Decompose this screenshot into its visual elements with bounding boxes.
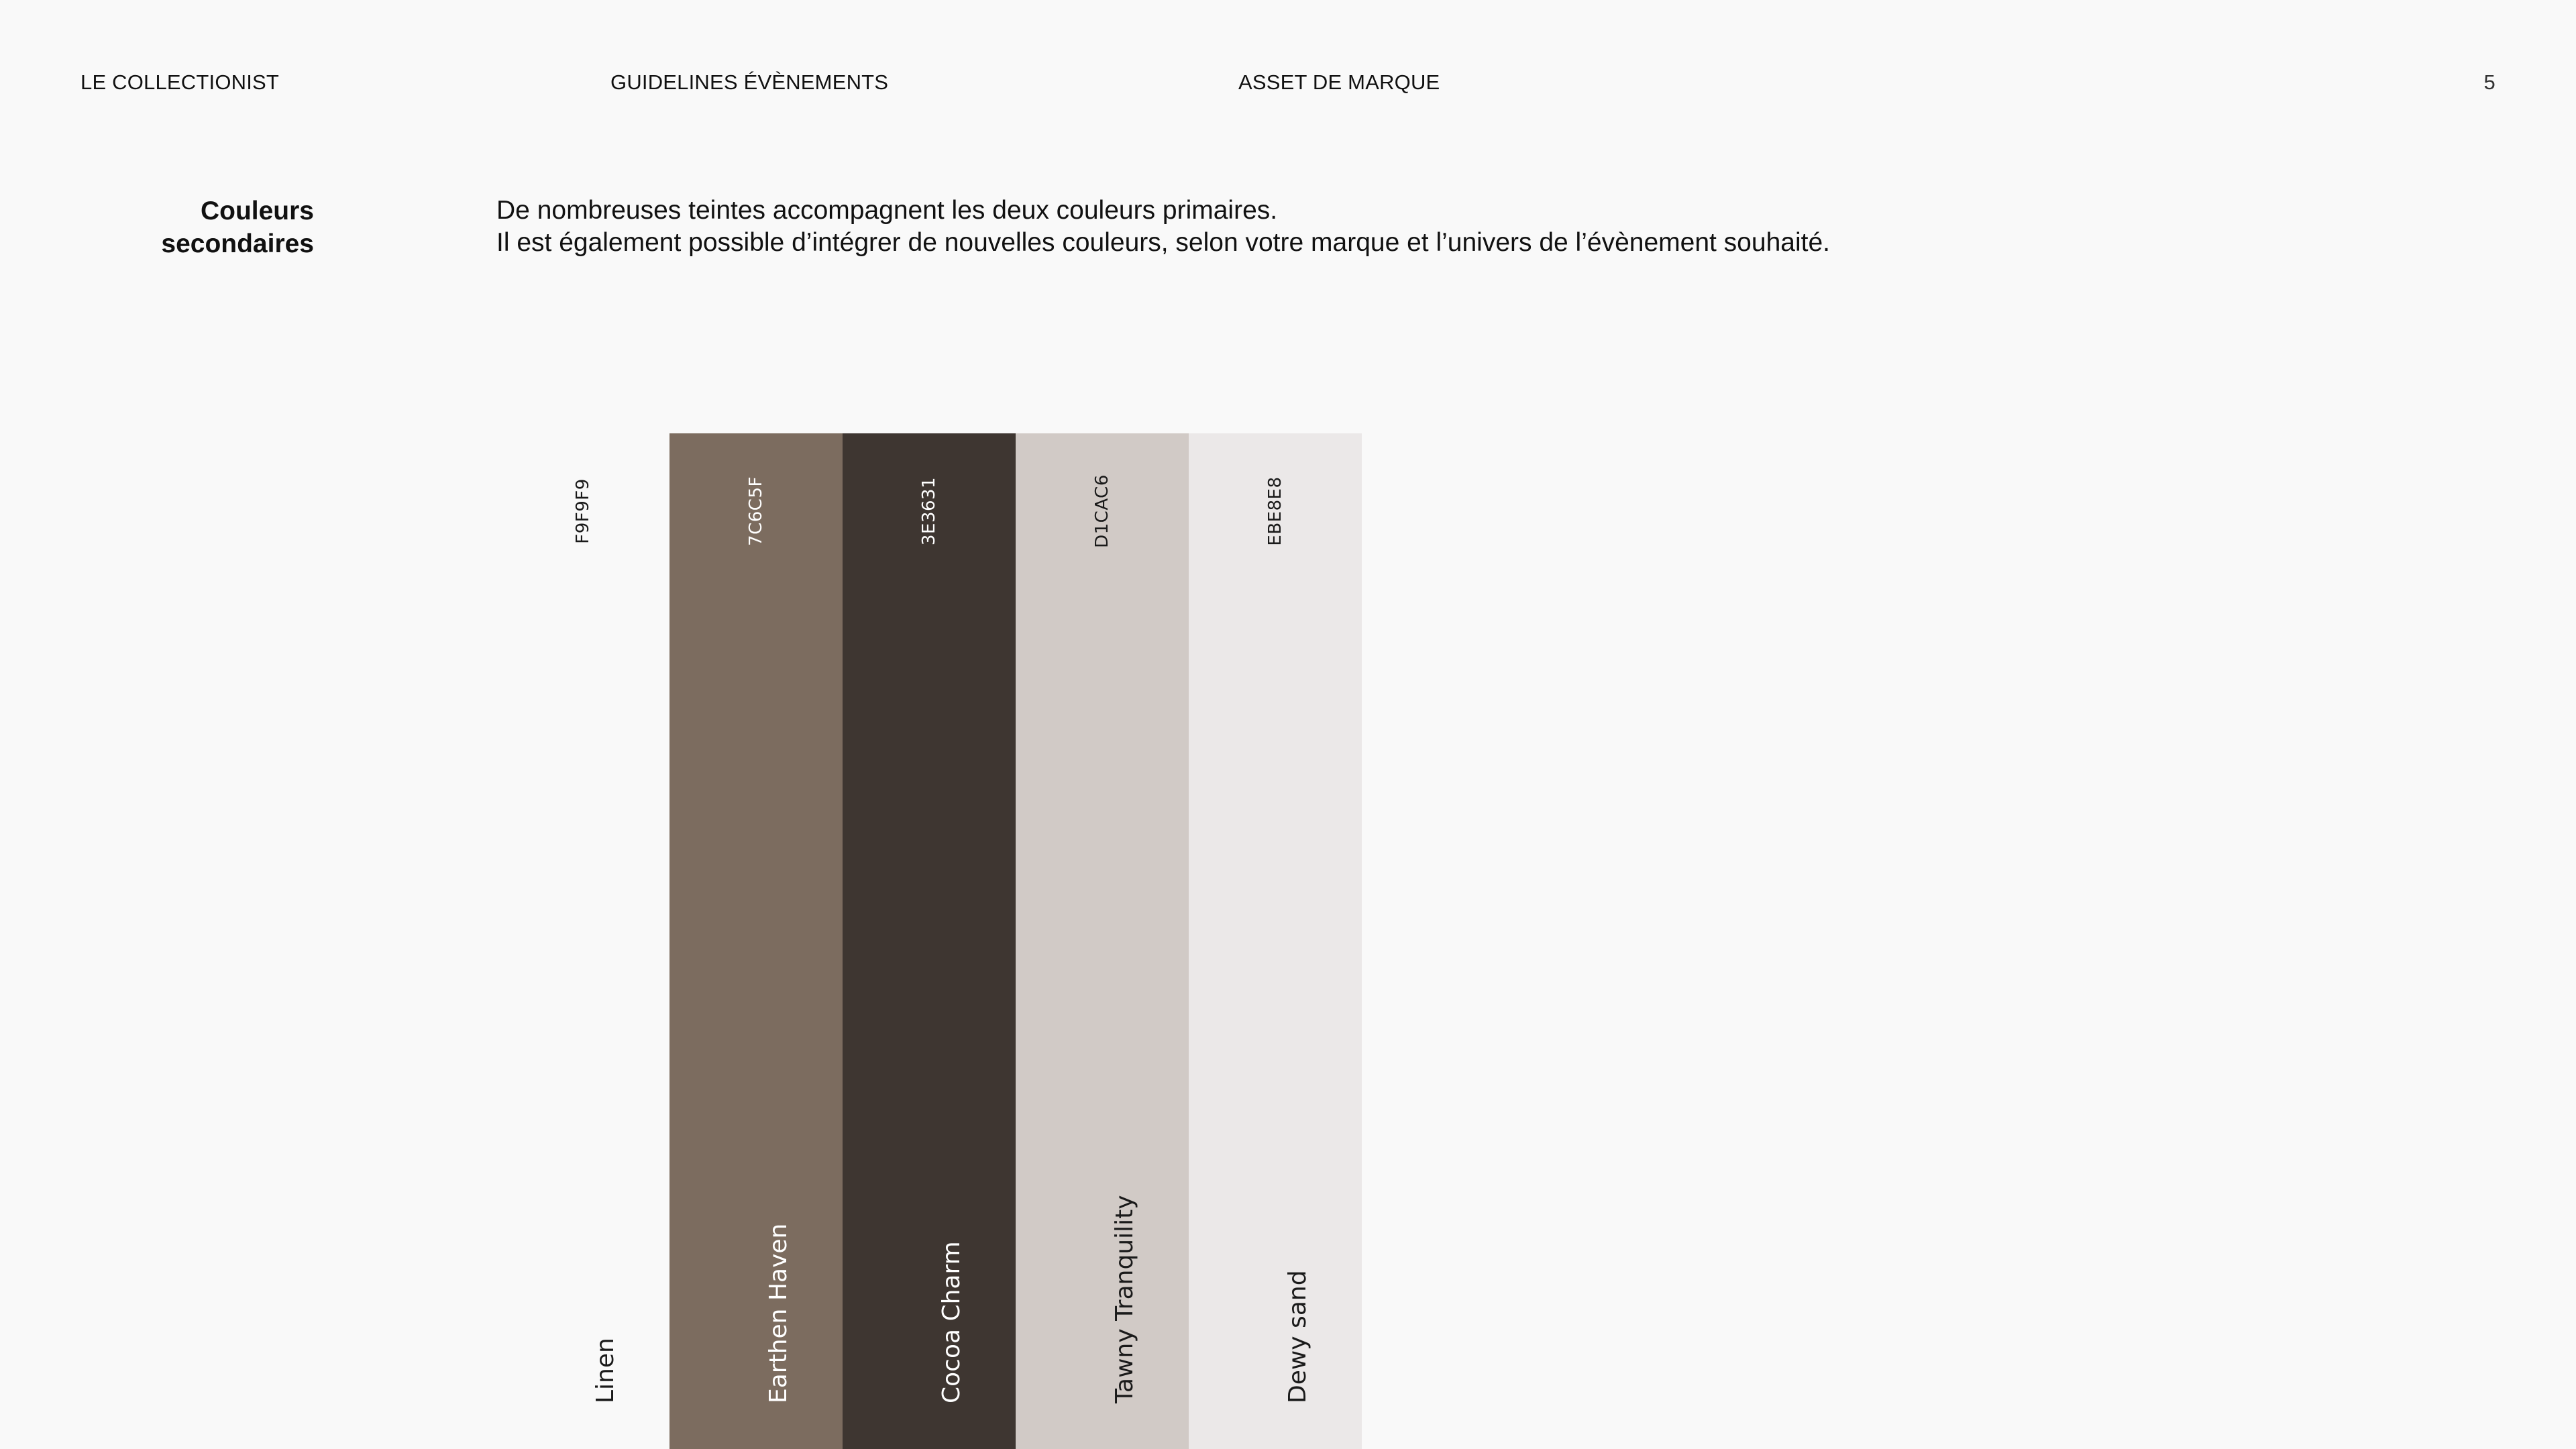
swatch-tawny-tranquility (1016, 433, 1189, 1449)
intro-line-1: De nombreuses teintes accompagnent les deux couleurs primaires. (496, 196, 1278, 225)
color-swatches (496, 433, 1362, 1449)
swatch-linen (496, 433, 669, 1449)
swatch-cocoa-charm (843, 433, 1016, 1449)
brand-name: LE COLLECTIONIST (80, 70, 280, 94)
swatch-color-name: Dewy sand (1284, 1270, 1311, 1403)
section-title (80, 195, 314, 260)
page-number: 5 (2483, 70, 2496, 94)
swatch-color-name: Linen (592, 1338, 619, 1403)
swatch-color-name: Earthen Haven (765, 1223, 792, 1403)
swatch-hex-code: EBE8E8 (1265, 476, 1285, 546)
swatch-earthen-haven (669, 433, 843, 1449)
swatch-color-name: Tawny Tranquility (1111, 1195, 1138, 1403)
section-title-line-2: secondaires (161, 229, 314, 258)
intro-line-2: Il est également possible d’intégrer de nouvelles couleurs, selon votre marque et l’univers de l’évènement souhaité. (496, 228, 1830, 257)
swatch-color-name: Cocoa Charm (938, 1241, 965, 1403)
document-title: GUIDELINES ÉVÈNEMENTS (610, 70, 889, 94)
intro-text (496, 195, 1830, 259)
swatch-hex-code: F9F9F9 (573, 478, 593, 544)
swatch-hex-code: D1CAC6 (1092, 474, 1112, 548)
swatch-dewy-sand (1189, 433, 1362, 1449)
section-name: ASSET DE MARQUE (1238, 70, 1440, 94)
swatch-hex-code: 7C6C5F (746, 476, 766, 546)
swatch-hex-code: 3E3631 (919, 476, 939, 546)
section-title-line-1: Couleurs (200, 197, 314, 225)
